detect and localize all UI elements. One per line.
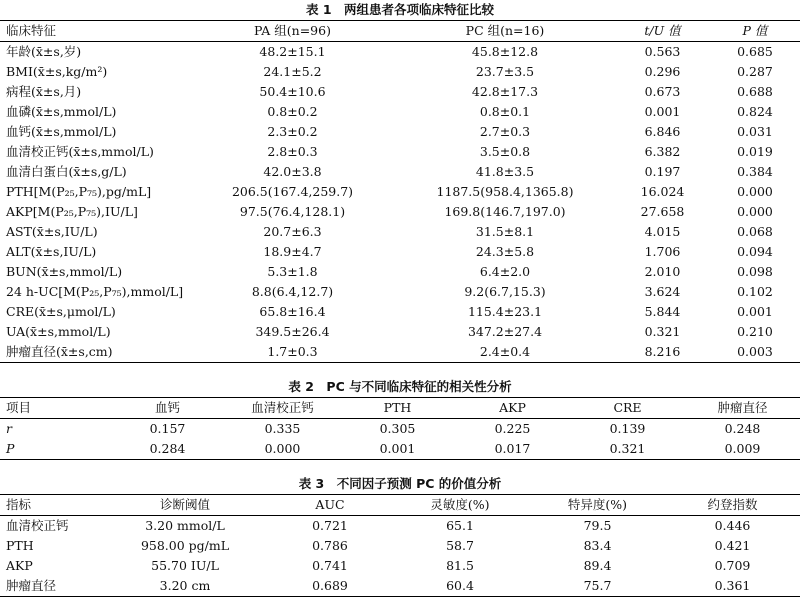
table3-cell: AKP [6, 558, 33, 573]
table2-cell: 0.321 [609, 441, 646, 456]
table2-row [0, 419, 800, 440]
table1-cell: 31.5±8.1 [475, 224, 535, 239]
table2-header-akp: AKP [499, 400, 526, 415]
table2-header-pth: PTH [383, 400, 412, 415]
table2-header-row [0, 398, 800, 419]
table1-cell: 3.624 [644, 284, 681, 299]
table2-cell: 0.284 [149, 441, 186, 456]
table3-cell: 0.741 [312, 558, 348, 573]
table1-cell: 2.8±0.3 [267, 144, 318, 159]
table1-cell: BUN(x̄±s,mmol/L) [6, 264, 123, 279]
table3-cell: 58.7 [446, 538, 474, 553]
table1-cell: 24.3±5.8 [475, 244, 535, 259]
table1-cell: 1.706 [644, 244, 681, 259]
table1-header-t: t/U 值 [644, 23, 681, 38]
table1-cell: 0.019 [737, 144, 773, 159]
table1-row [0, 142, 800, 162]
table2-header-corrected-ca: 血清校正钙 [251, 400, 314, 415]
table1-cell: UA(x̄±s,mmol/L) [6, 324, 111, 339]
table1-row [0, 62, 800, 82]
table1-cell: 206.5(167.4,259.7) [231, 184, 354, 199]
table3-header-threshold: 诊断阈值 [159, 497, 210, 512]
table1-cell: 6.4±2.0 [479, 264, 531, 279]
table1-row [0, 342, 800, 363]
table3-cell: 75.7 [583, 578, 612, 593]
table3-cell: 60.4 [446, 578, 474, 593]
table1-cell: 2.3±0.2 [267, 124, 318, 139]
table1-cell: 0.003 [737, 344, 773, 359]
table2-cell: 0.248 [724, 421, 761, 436]
table1-cell: 0.001 [644, 104, 681, 119]
table3 [0, 494, 800, 597]
table1-cell: 41.8±3.5 [475, 164, 535, 179]
table1-cell: 0.673 [644, 84, 681, 99]
table1-cell: CRE(x̄±s,μmol/L) [6, 304, 116, 319]
table1-cell: 0.001 [737, 304, 773, 319]
table1-cell: 45.8±12.8 [471, 44, 539, 59]
table1-cell: 169.8(146.7,197.0) [444, 204, 566, 219]
table3-header-specificity: 特异度(%) [567, 497, 628, 512]
table1-row [0, 82, 800, 102]
table2-cell: 0.017 [494, 441, 531, 456]
table1-row [0, 182, 800, 202]
table3-row [0, 576, 800, 597]
table1-cell: 3.5±0.8 [479, 144, 531, 159]
table1-cell: 6.382 [644, 144, 681, 159]
table1-cell: 0.685 [737, 44, 773, 59]
table3-row [0, 516, 800, 537]
table1-cell: 24 h-UC[M(P₂₅,P₇₅),mmol/L] [6, 284, 184, 299]
table3-cell: 3.20 cm [159, 578, 211, 593]
table1-cell: 肿瘤直径(x̄±s,cm) [6, 344, 113, 359]
table2-cell: 0.001 [379, 441, 416, 456]
table1-cell: 16.024 [640, 184, 685, 199]
table1-cell: 0.031 [737, 124, 773, 139]
table1-row [0, 162, 800, 182]
table1-cell: 0.563 [644, 44, 681, 59]
table1-row [0, 282, 800, 302]
table1-row [0, 122, 800, 142]
table1-cell: 血清白蛋白(x̄±s,g/L) [6, 164, 127, 179]
table1-cell: 115.4±23.1 [467, 304, 543, 319]
table2 [0, 397, 800, 460]
table1-row [0, 202, 800, 222]
table1-cell: 42.8±17.3 [471, 84, 539, 99]
table3-cell: 血清校正钙 [6, 518, 69, 533]
table3-cell: 3.20 mmol/L [145, 518, 225, 533]
table2-header-item: 项目 [6, 400, 32, 415]
table1-row [0, 322, 800, 342]
table1-cell: 0.321 [644, 324, 681, 339]
table2-cell: 0.157 [149, 421, 186, 436]
table1-row [0, 302, 800, 322]
table1-cell: 349.5±26.4 [255, 324, 330, 339]
table3-header-sensitivity: 灵敏度(%) [430, 497, 490, 512]
table1-cell: 5.844 [644, 304, 681, 319]
table2-header-ca: 血钙 [154, 400, 180, 415]
table3-cell: 81.5 [446, 558, 474, 573]
table3-cell: 0.421 [714, 538, 751, 553]
table1-cell: 4.015 [644, 224, 681, 239]
table1-cell: 0.000 [737, 204, 773, 219]
table1-row [0, 222, 800, 242]
table2-row [0, 439, 800, 460]
table3-cell: 958.00 pg/mL [140, 538, 230, 553]
table3-cell: PTH [6, 538, 34, 553]
table1-row [0, 42, 800, 63]
table1-header-row [0, 21, 800, 42]
table1-cell: 0.296 [644, 64, 681, 79]
table1-cell: 2.7±0.3 [479, 124, 531, 139]
table3-row [0, 536, 800, 556]
table1-cell: 1187.5(958.4,1365.8) [436, 184, 574, 199]
table1-header-pa: PA 组(n=96) [254, 23, 331, 38]
table2-cell: 0.335 [264, 421, 301, 436]
table1-cell: 2.4±0.4 [479, 344, 531, 359]
table2-header-tumor: 肿瘤直径 [717, 400, 768, 415]
table2-cell: 0.225 [494, 421, 531, 436]
table1-cell: 2.010 [644, 264, 681, 279]
table1-header-p: P 值 [742, 23, 768, 38]
table1-cell: 病程(x̄±s,月) [6, 84, 82, 99]
table1-cell: 48.2±15.1 [259, 44, 326, 59]
table1-cell: 血钙(x̄±s,mmol/L) [6, 124, 117, 139]
table1-cell: 0.824 [737, 104, 773, 119]
table3-cell: 89.4 [583, 558, 612, 573]
table1-cell: 6.846 [644, 124, 681, 139]
table1-cell: 血清校正钙(x̄±s,mmol/L) [6, 144, 154, 159]
table1-cell: 0.094 [737, 244, 773, 259]
table1-caption: 表 1 两组患者各项临床特征比较 [305, 2, 495, 17]
table3-header-indicator: 指标 [6, 497, 32, 512]
table3-caption: 表 3 不同因子预测 PC 的价值分析 [298, 476, 502, 491]
table1-cell: 42.0±3.8 [263, 164, 322, 179]
table1-cell: PTH[M(P₂₅,P₇₅),pg/mL] [6, 184, 152, 199]
table1-cell: 27.658 [640, 204, 685, 219]
table1-cell: 0.688 [737, 84, 773, 99]
table2-header-cre: CRE [613, 400, 642, 415]
table1-cell: 0.8±0.2 [267, 104, 318, 119]
table1-header-pc: PC 组(n=16) [465, 23, 545, 38]
table1-cell: 9.2(6.7,15.3) [464, 284, 546, 299]
table2-caption: 表 2 PC 与不同临床特征的相关性分析 [288, 379, 512, 394]
table1-cell: 0.102 [737, 284, 773, 299]
table1-cell: 8.216 [644, 344, 681, 359]
table3-cell: 0.361 [714, 578, 751, 593]
table1-cell: 0.197 [644, 164, 681, 179]
table1-row [0, 242, 800, 262]
table2-cell: 0.009 [724, 441, 761, 456]
table1-cell: 18.9±4.7 [263, 244, 322, 259]
table1-row [0, 102, 800, 122]
table1-cell: 20.7±6.3 [263, 224, 322, 239]
table1-cell: 5.3±1.8 [267, 264, 318, 279]
table1-cell: 年龄(x̄±s,岁) [6, 44, 82, 59]
table2-cell: r [6, 421, 12, 436]
table1 [0, 20, 800, 363]
table1-cell: 347.2±27.4 [467, 324, 543, 339]
table3-cell: 0.709 [714, 558, 751, 573]
table1-cell: 24.1±5.2 [263, 64, 322, 79]
table1-cell: 0.287 [737, 64, 773, 79]
table1-cell: ALT(x̄±s,IU/L) [6, 244, 97, 259]
table3-row [0, 556, 800, 576]
table3-cell: 0.721 [312, 518, 348, 533]
table3-cell: 83.4 [583, 538, 612, 553]
table1-cell: 0.068 [737, 224, 773, 239]
table3-header-auc: AUC [315, 497, 345, 512]
table2-cell: 0.000 [264, 441, 301, 456]
table1-header-feature: 临床特征 [6, 23, 57, 38]
table1-cell: 1.7±0.3 [267, 344, 318, 359]
table1-cell: 血磷(x̄±s,mmol/L) [6, 104, 117, 119]
table3-cell: 0.446 [714, 518, 751, 533]
table2-cell: P [6, 441, 15, 456]
table1-row [0, 262, 800, 282]
table3-header-row [0, 495, 800, 516]
table1-cell: 65.8±16.4 [259, 304, 326, 319]
table1-cell: 0.000 [737, 184, 773, 199]
table1-cell: BMI(x̄±s,kg/m²) [6, 64, 108, 79]
table3-cell: 0.786 [312, 538, 348, 553]
table3-cell: 55.70 IU/L [151, 558, 219, 573]
table1-cell: AKP[M(P₂₅,P₇₅),IU/L] [6, 204, 138, 219]
table2-cell: 0.305 [379, 421, 416, 436]
table1-cell: 8.8(6.4,12.7) [251, 284, 334, 299]
table3-cell: 肿瘤直径 [6, 578, 57, 593]
table3-cell: 65.1 [446, 518, 474, 533]
table1-cell: 0.8±0.1 [479, 104, 531, 119]
table3-cell: 79.5 [583, 518, 612, 533]
table1-cell: 0.098 [737, 264, 773, 279]
table3-cell: 0.689 [312, 578, 348, 593]
table1-cell: 50.4±10.6 [259, 84, 326, 99]
table1-cell: 0.210 [737, 324, 773, 339]
table1-cell: AST(x̄±s,IU/L) [6, 224, 98, 239]
table1-cell: 23.7±3.5 [475, 64, 535, 79]
table3-header-youden: 约登指数 [707, 497, 758, 512]
table1-cell: 97.5(76.4,128.1) [239, 204, 346, 219]
table2-cell: 0.139 [609, 421, 646, 436]
table1-cell: 0.384 [737, 164, 773, 179]
